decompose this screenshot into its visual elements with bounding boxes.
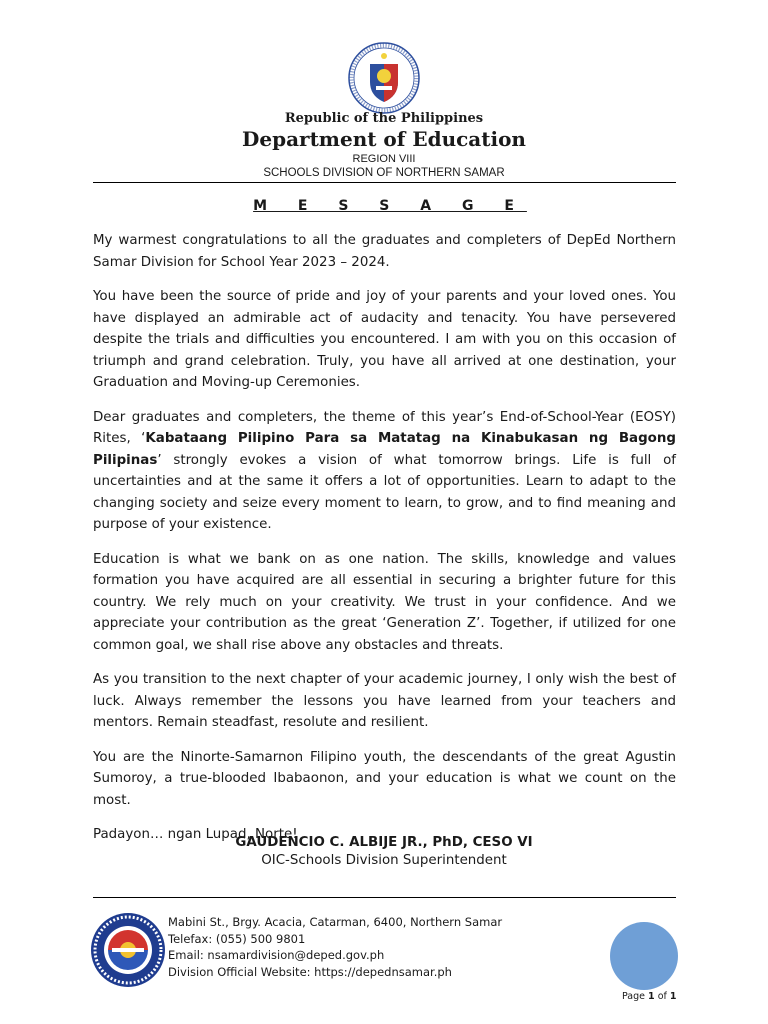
eosy-theme: Kabataang Pilipino Para sa Matatag na Kinabukasan ng Bagong Pilipinas — [93, 431, 676, 468]
message-body — [93, 230, 676, 859]
signatory-title: OIC-Schools Division Superintendent — [261, 853, 507, 868]
page-of: of — [657, 991, 667, 1002]
page-label: Page — [622, 991, 645, 1002]
header-divider — [93, 182, 676, 183]
paragraph-2: You have been the source of pride and joy of your parents and your loved ones. You have displayed an admirable act of audacity and tenacity. You have persevered despite the trials and difficulties you encountered. I am with you on this occasion of triumph and grand celebration. Truly, you have all arrived at one destination, your Graduation and Moving-up Ceremonies. — [93, 289, 676, 390]
page-total: 1 — [669, 991, 677, 1002]
republic-heading: Republic of the Philippines — [284, 111, 484, 126]
paragraph-7: Padayon… ngan Lupad, Norte! — [93, 827, 298, 842]
division-heading: SCHOOLS DIVISION OF NORTHERN SAMAR — [263, 167, 505, 179]
paragraph-3 — [93, 407, 676, 536]
region-heading: REGION VIII — [352, 153, 416, 165]
blue-circle-mark — [610, 922, 678, 990]
footer-email: Email: nsamardivision@deped.gov.ph — [168, 948, 385, 962]
footer-divider — [93, 897, 676, 898]
page-number — [622, 991, 677, 1002]
paragraph-1: My warmest congratulations to all the graduates and completers of DepEd Northern Samar Division for School Year 2023 – 2024. — [93, 233, 676, 270]
footer-website: Division Official Website: https://depednsamar.ph — [168, 964, 452, 979]
page-title: M E S S A G E — [253, 198, 527, 214]
paragraph-5: As you transition to the next chapter of your academic journey, I only wish the best of luck. Always remember the lessons you have learned from your teachers and mentors. Remain steadfast, resolute and resilient. — [93, 672, 676, 730]
division-logo-icon — [90, 912, 166, 988]
deped-seal-icon — [348, 42, 420, 114]
paragraph-3-intro: Dear graduates and completers, the theme of this year’s End-of-School-Year (EOSY) Rites, ‘ — [93, 409, 676, 446]
page-current: 1 — [648, 991, 655, 1002]
paragraph-6: You are the Ninorte-Samarnon Filipino youth, the descendants of the great Agustin Sumoroy, a true-blooded Ibabaonon, and your education is what we count on the most. — [93, 749, 676, 808]
paragraph-4: Education is what we bank on as one nation. The skills, knowledge and values formation you have acquired are all essential in securing a brighter future for this country. We rely much on your creativity. We trust in your confidence. And we appreciate your contribution as the great ‘Generation Z’. Together, if utilized for one common goal, we shall rise above any obstacles and threats. — [93, 551, 676, 653]
footer-telefax: Telefax: (055) 500 9801 — [168, 931, 306, 946]
footer-address: Mabini St., Brgy. Acacia, Catarman, 6400, Northern Samar — [168, 915, 503, 929]
footer-contact — [168, 914, 502, 980]
signatory-name: GAUDENCIO C. ALBIJE JR., PhD, CESO VI — [235, 835, 533, 850]
paragraph-3-rest: ’ strongly evokes a vision of what tomorrow brings. Life is full of uncertainties and at the same it offers a lot of opportunities. Learn to adapt to the changing society and seize every moment to learn, to grow, and to find meaning and purpose of your existence. — [93, 452, 676, 532]
department-heading: Department of Education — [242, 127, 526, 151]
